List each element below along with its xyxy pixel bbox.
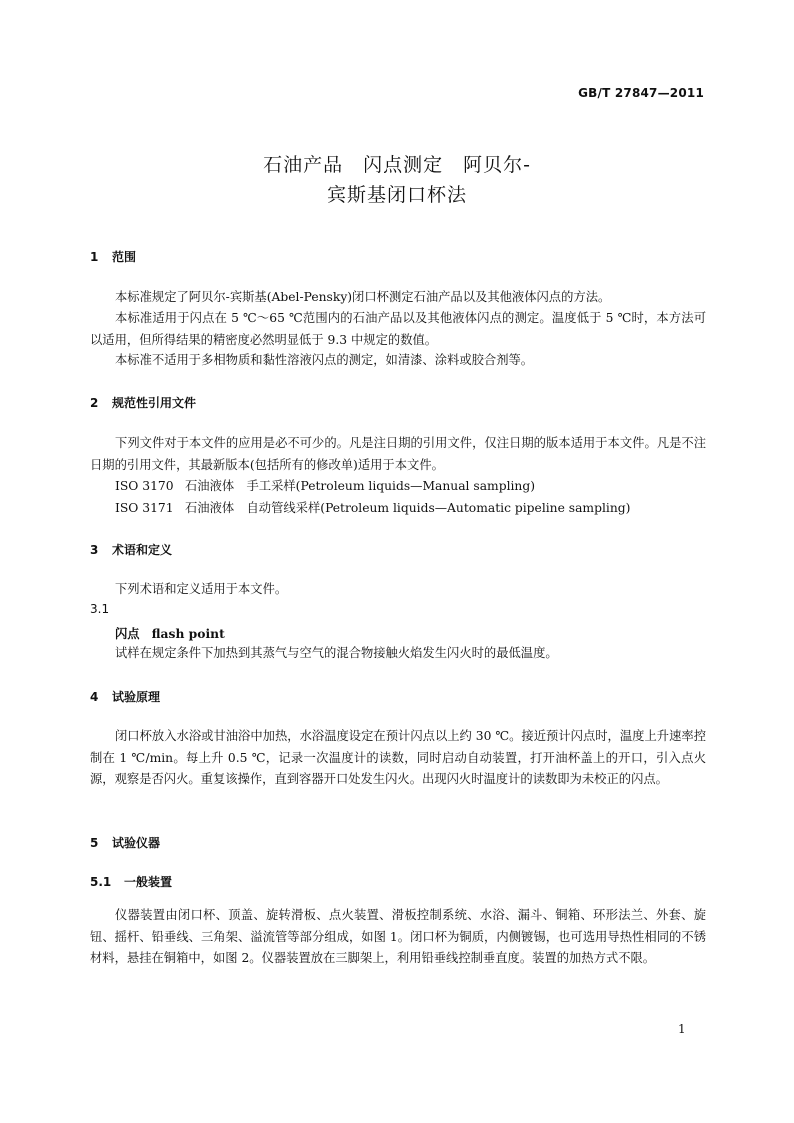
section-title: 规范性引用文件 [112,396,197,410]
subsection-number: 5.1 [90,875,112,889]
title-line-1: 石油产品 闪点测定 阿贝尔- [263,154,531,176]
term-definition: 试样在规定条件下加热到其蒸气与空气的混合物接触火焰发生闪火时的最低温度。 [115,646,558,660]
section-number: 5 [90,836,99,850]
term-name [115,624,225,642]
section-title: 术语和定义 [112,543,173,557]
reference-title: 石油液体 自动管线采样(Petroleum liquids—Automatic pipeline sampling) [185,501,631,515]
section-number: 3 [90,543,99,557]
subsection-5-1-heading [90,873,172,890]
paragraph: 本标准不适用于多相物质和黏性溶液闪点的测定，如清漆、涂料或胶合剂等。 [115,353,534,367]
section-title: 范围 [112,250,137,264]
page-number: 1 [678,1022,686,1036]
section-2-heading [90,394,196,411]
section-5-heading [90,834,160,851]
paragraph: 仪器装置由闭口杯、顶盖、旋转滑板、点火装置、滑板控制系统、水浴、漏斗、铜箱、环形法兰、外套、旋钮、摇杆、铅垂线、三角架、溢流管等部分组成，如图 1。闭口杯为铜质，内侧镀锡，也可选用导热性相同的不锈材料，悬挂在铜箱中，如图 2。仪器装置放在三脚架上，利用铅垂线控制垂直度。装置的加热方式不限。 [90,908,706,965]
standard-code: GB/T 27847—2011 [578,86,704,100]
section-title: 试验原理 [112,690,161,704]
section-3-heading [90,541,172,558]
term-name-cn: 闪点 [115,626,140,641]
reference-item [115,498,630,516]
title-line-2: 宾斯基闭口杯法 [326,184,467,206]
section-title: 试验仪器 [112,836,161,850]
paragraph: 闭口杯放入水浴或甘油浴中加热，水浴温度设定在预计闪点以上约 30 ℃。接近预计闪点时，温度上升速率控制在 1 ℃/min。每上升 0.5 ℃，记录一次温度计的读数，同时启动自动装置，打开油杯盖上的开口，引入点火源，观察是否闪火。重复该操作，直到容器开口处发生闪火。出现闪火时温度计的读数即为未校正的闪点。 [90,729,706,786]
term-name-en: flash point [151,626,225,641]
reference-title: 石油液体 手工采样(Petroleum liquids—Manual sampling) [185,479,536,493]
paragraph: 下列文件对于本文件的应用是必不可少的。凡是注日期的引用文件，仅注日期的版本适用于本文件。凡是不注日期的引用文件，其最新版本(包括所有的修改单)适用于本文件。 [90,436,706,472]
reference-code: ISO 3170 [115,479,174,493]
term-number: 3.1 [90,602,110,616]
subsection-title: 一般装置 [124,875,173,889]
reference-item [115,476,535,494]
document-title [0,150,794,210]
paragraph: 本标准适用于闪点在 5 ℃～65 ℃范围内的石油产品以及其他液体闪点的测定。温度低于 5 ℃时，本方法可以适用，但所得结果的精密度必然明显低于 9.3 中规定的数值。 [90,311,706,347]
section-4-heading [90,688,160,705]
paragraph: 本标准规定了阿贝尔-宾斯基(Abel-Pensky)闭口杯测定石油产品以及其他液体闪点的方法。 [115,290,611,304]
section-number: 2 [90,396,99,410]
paragraph: 下列术语和定义适用于本文件。 [115,582,288,596]
reference-code: ISO 3171 [115,501,174,515]
section-1-heading [90,248,136,265]
section-number: 1 [90,250,99,264]
section-number: 4 [90,690,99,704]
